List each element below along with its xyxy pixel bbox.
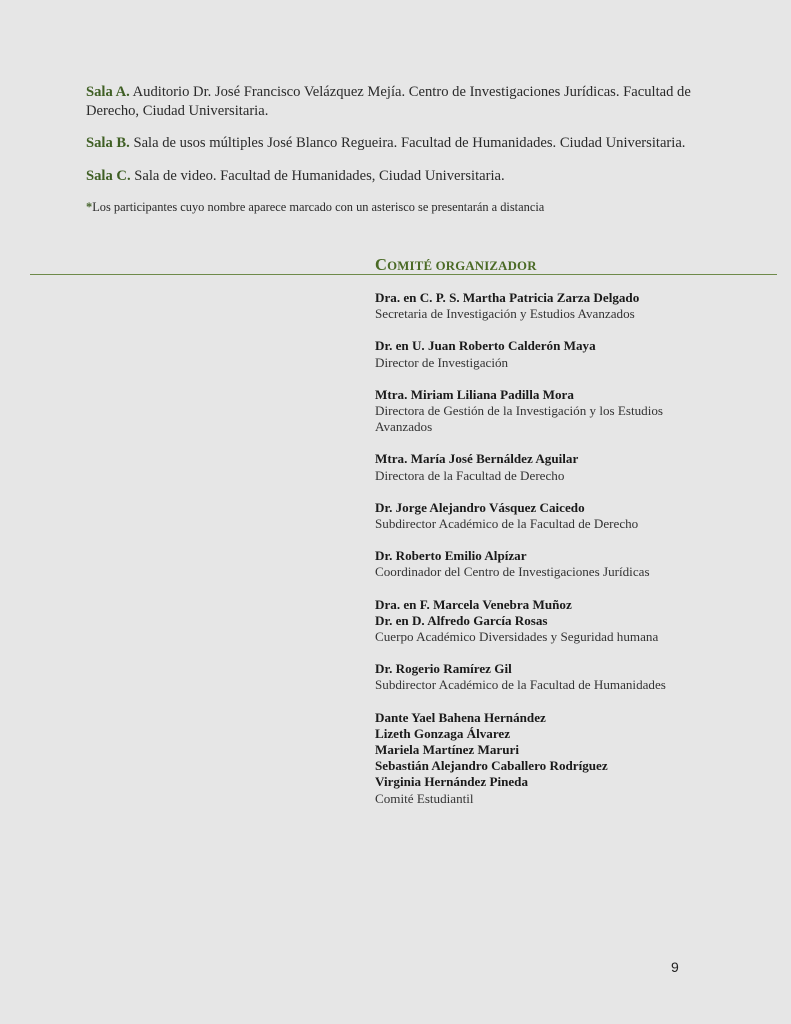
committee-member bbox=[375, 290, 695, 322]
member-name: Dr. Jorge Alejandro Vásquez Caicedo bbox=[375, 499, 585, 515]
committee-member bbox=[375, 661, 695, 693]
venue-label: Sala A. bbox=[86, 84, 130, 100]
section-divider bbox=[30, 274, 777, 275]
member-role: Directora de Gestión de la Investigación y los Estudios Avanzados bbox=[375, 403, 663, 435]
member-role: Director de Investigación bbox=[375, 354, 509, 370]
committee-member bbox=[375, 451, 695, 483]
member-name: Dra. en F. Marcela Venebra Muñoz bbox=[375, 596, 572, 612]
venue-label: Sala C. bbox=[86, 167, 131, 184]
member-role: Comité Estudiantil bbox=[375, 790, 474, 806]
committee-member bbox=[375, 710, 695, 807]
member-name: Mtra. Miriam Liliana Padilla Mora bbox=[375, 386, 574, 402]
member-role: Secretaria de Investigación y Estudios Avanzados bbox=[375, 306, 635, 322]
member-name: Sebastián Alejandro Caballero Rodríguez bbox=[375, 758, 608, 774]
section-title-comite-organizador bbox=[375, 255, 537, 275]
member-role: Cuerpo Académico Diversidades y Seguridad humana bbox=[375, 629, 659, 645]
venue-description: Sala de video. Facultad de Humanidades, Ciudad Universitaria. bbox=[134, 167, 505, 184]
member-name: Mariela Martínez Maruri bbox=[375, 742, 519, 758]
section-title-rest: OMITÉ ORGANIZADOR bbox=[387, 259, 537, 273]
member-name: Dante Yael Bahena Hernández bbox=[375, 709, 546, 725]
committee-list bbox=[375, 290, 695, 823]
page-number: 9 bbox=[671, 959, 679, 975]
member-role: Subdirector Académico de la Facultad de Derecho bbox=[375, 516, 639, 532]
venue-sala-c bbox=[86, 167, 726, 186]
venue-description: Sala de usos múltiples José Blanco Regueira. Facultad de Humanidades. Ciudad Universitaria. bbox=[133, 135, 686, 151]
member-name: Dra. en C. P. S. Martha Patricia Zarza Delgado bbox=[375, 290, 640, 305]
section-title-initial: C bbox=[375, 255, 388, 274]
venue-sala-a bbox=[86, 83, 726, 120]
committee-member bbox=[375, 548, 695, 580]
venue-description: Auditorio Dr. José Francisco Velázquez Mejía. Centro de Investigaciones Jurídicas. Facultad de Derecho, Ciudad Universitaria. bbox=[86, 84, 691, 119]
venue-label: Sala B. bbox=[86, 135, 130, 151]
committee-member bbox=[375, 387, 695, 436]
asterisk-marker: * bbox=[86, 200, 93, 214]
committee-member bbox=[375, 597, 695, 646]
member-role: Directora de la Facultad de Derecho bbox=[375, 467, 565, 483]
venue-sala-b bbox=[86, 134, 726, 153]
committee-member bbox=[375, 500, 695, 532]
member-name: Dr. Roberto Emilio Alpízar bbox=[375, 548, 527, 564]
note-text: Los participantes cuyo nombre aparece marcado con un asterisco se presentarán a distancia bbox=[92, 200, 545, 214]
remote-participants-note bbox=[86, 199, 726, 215]
member-name: Lizeth Gonzaga Álvarez bbox=[375, 725, 511, 741]
venue-list bbox=[86, 83, 726, 227]
committee-member bbox=[375, 338, 695, 370]
member-name: Dr. en D. Alfredo García Rosas bbox=[375, 612, 548, 628]
member-name: Virginia Hernández Pineda bbox=[375, 774, 529, 790]
member-name: Dr. en U. Juan Roberto Calderón Maya bbox=[375, 338, 596, 354]
member-name: Dr. Rogerio Ramírez Gil bbox=[375, 661, 512, 677]
member-name: Mtra. María José Bernáldez Aguilar bbox=[375, 451, 579, 467]
member-role: Subdirector Académico de la Facultad de Humanidades bbox=[375, 677, 666, 693]
member-role: Coordinador del Centro de Investigaciones Jurídicas bbox=[375, 564, 650, 580]
